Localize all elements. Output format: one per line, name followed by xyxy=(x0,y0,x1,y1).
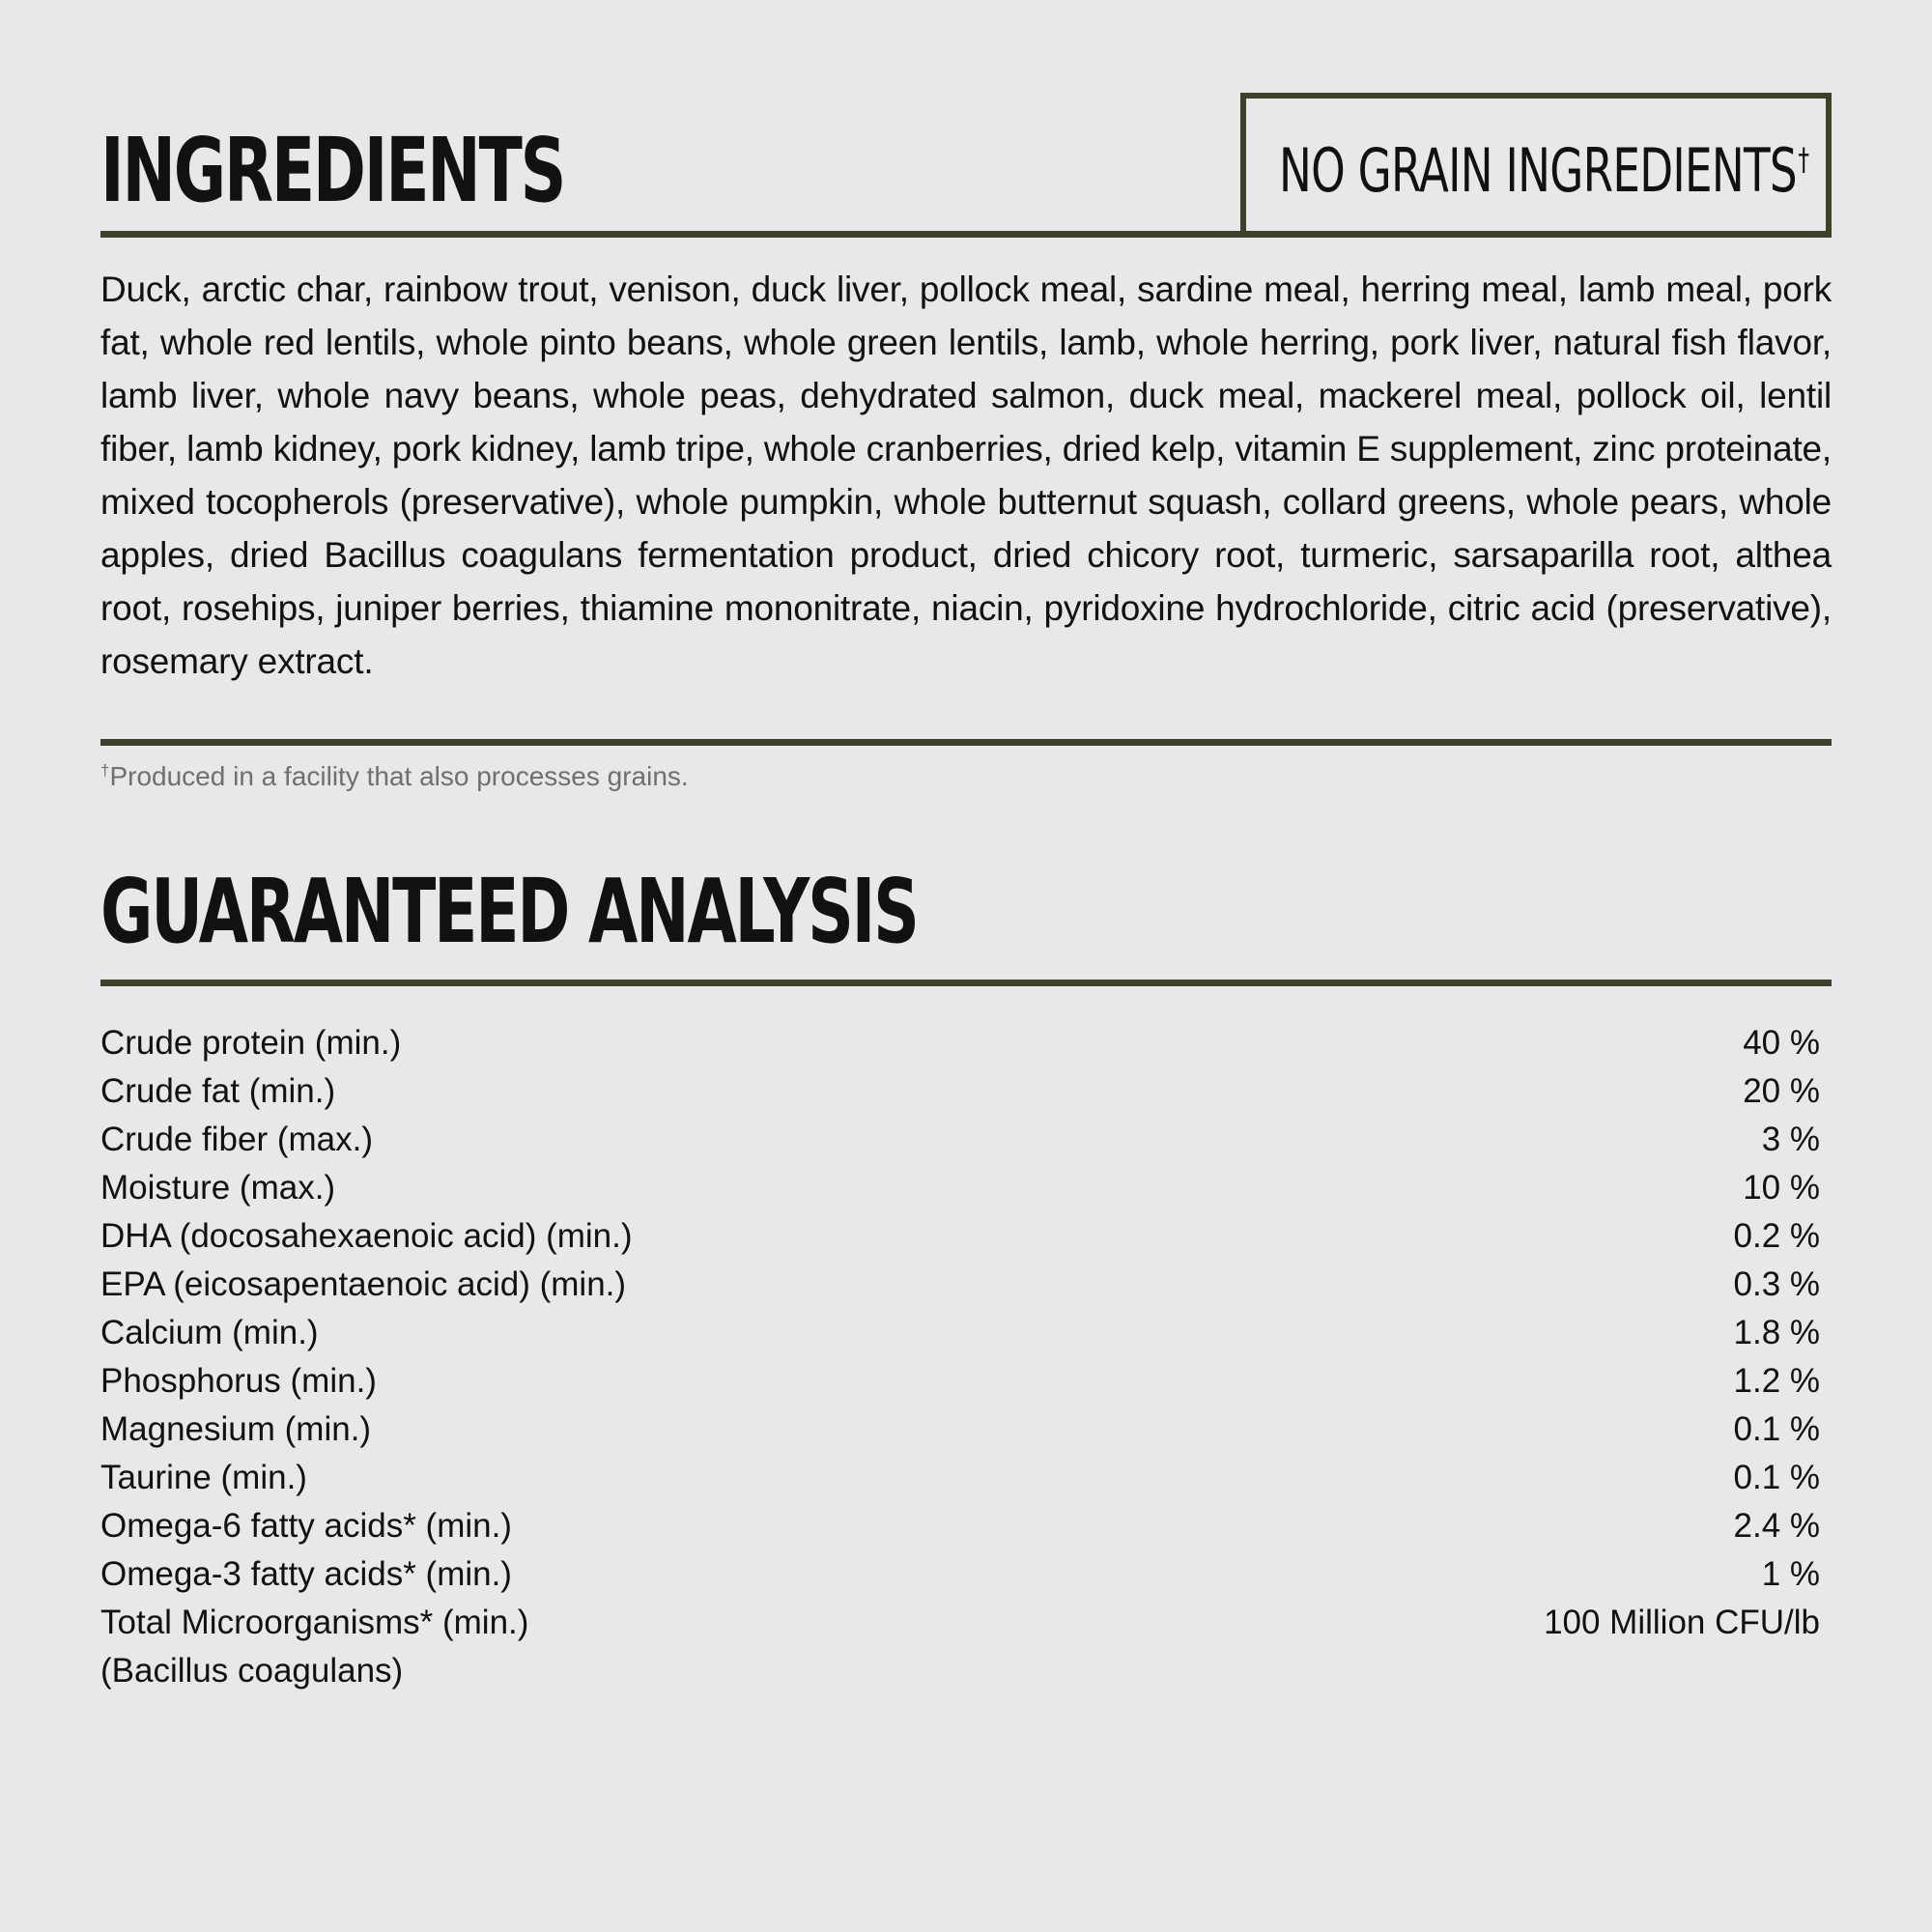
analysis-value: 1.8 % xyxy=(1733,1314,1820,1351)
analysis-label: Crude protein (min.) xyxy=(100,1024,402,1062)
analysis-value: 0.3 % xyxy=(1733,1265,1820,1303)
analysis-row-crude-protein xyxy=(100,1019,1820,1067)
analysis-label: Crude fiber (max.) xyxy=(100,1121,374,1158)
analysis-value: 20 % xyxy=(1743,1072,1820,1110)
no-grain-badge-text xyxy=(1279,135,1809,206)
guaranteed-analysis-rule xyxy=(100,980,1832,986)
analysis-label: Phosphorus (min.) xyxy=(100,1362,377,1400)
analysis-row-moisture xyxy=(100,1164,1820,1212)
analysis-value: 40 % xyxy=(1743,1024,1820,1062)
footnote-text: Produced in a facility that also processes grains. xyxy=(109,761,689,791)
analysis-label: Magnesium (min.) xyxy=(100,1410,372,1448)
analysis-row-epa xyxy=(100,1261,1820,1309)
grain-facility-footnote xyxy=(100,761,689,792)
analysis-label: Taurine (min.) xyxy=(100,1459,307,1496)
analysis-row-crude-fiber xyxy=(100,1116,1820,1164)
analysis-label: Omega-3 fatty acids* (min.) xyxy=(100,1555,512,1593)
analysis-label: DHA (docosahexaenoic acid) (min.) xyxy=(100,1217,633,1255)
analysis-label: Calcium (min.) xyxy=(100,1314,319,1351)
analysis-row-microorganisms-subtext: (Bacillus coagulans) xyxy=(100,1652,404,1690)
analysis-label: EPA (eicosapentaenoic acid) (min.) xyxy=(100,1265,627,1303)
analysis-value: 2.4 % xyxy=(1733,1507,1820,1545)
footnote-rule xyxy=(100,739,1832,746)
dagger-mark: † xyxy=(1798,141,1809,178)
analysis-value: 1 % xyxy=(1761,1555,1820,1593)
analysis-row-taurine xyxy=(100,1454,1820,1502)
analysis-value: 0.1 % xyxy=(1733,1410,1820,1448)
analysis-row-magnesium xyxy=(100,1406,1820,1454)
analysis-row-microorganisms xyxy=(100,1599,1820,1647)
footnote-dagger-mark: † xyxy=(100,761,110,780)
analysis-row-dha xyxy=(100,1212,1820,1261)
analysis-value: 0.1 % xyxy=(1733,1459,1820,1496)
analysis-row-phosphorus xyxy=(100,1357,1820,1406)
analysis-value: 1.2 % xyxy=(1733,1362,1820,1400)
analysis-row-crude-fat xyxy=(100,1067,1820,1116)
ingredients-header xyxy=(100,93,1832,238)
no-grain-badge-label: NO GRAIN INGREDIENTS xyxy=(1279,135,1797,206)
analysis-label: Total Microorganisms* (min.) xyxy=(100,1604,529,1641)
analysis-value: 0.2 % xyxy=(1733,1217,1820,1255)
guaranteed-analysis-title: GUARANTEED ANALYSIS xyxy=(100,860,918,963)
analysis-row-omega-3 xyxy=(100,1550,1820,1599)
analysis-row-calcium xyxy=(100,1309,1820,1357)
analysis-value: 10 % xyxy=(1743,1169,1820,1207)
ingredients-list: Duck, arctic char, rainbow trout, venison, duck liver, pollock meal, sardine meal, herring meal, lamb meal, pork fat, whole red lentils, whole pinto beans, whole green lentils, lamb, whole herring, pork liver, natural fish flavor, lamb liver, whole navy beans, whole peas, dehydrated salmon, duck meal, mackerel meal, pollock oil, lentil fiber, lamb kidney, pork kidney, lamb tripe, whole cranberries, dried kelp, vitamin E supplement, zinc proteinate, mixed tocopherols (preservative), whole pumpkin, whole butternut squash, collard greens, whole pears, whole apples, dried Bacillus coagulans fermentation product, dried chicory root, turmeric, sarsaparilla root, althea root, rosehips, juniper berries, thiamine mononitrate, niacin, pyridoxine hydrochloride, citric acid (preservative), rosemary extract. xyxy=(100,270,1832,681)
no-grain-badge xyxy=(1240,93,1832,238)
guaranteed-analysis-table xyxy=(100,1019,1820,1695)
analysis-value: 100 Million CFU/lb xyxy=(1544,1604,1820,1641)
analysis-value: 3 % xyxy=(1761,1121,1820,1158)
analysis-label: Omega-6 fatty acids* (min.) xyxy=(100,1507,512,1545)
ingredients-title: INGREDIENTS xyxy=(100,119,565,222)
analysis-label: Moisture (max.) xyxy=(100,1169,336,1207)
analysis-label: Crude fat (min.) xyxy=(100,1072,336,1110)
analysis-row-omega-6 xyxy=(100,1502,1820,1550)
